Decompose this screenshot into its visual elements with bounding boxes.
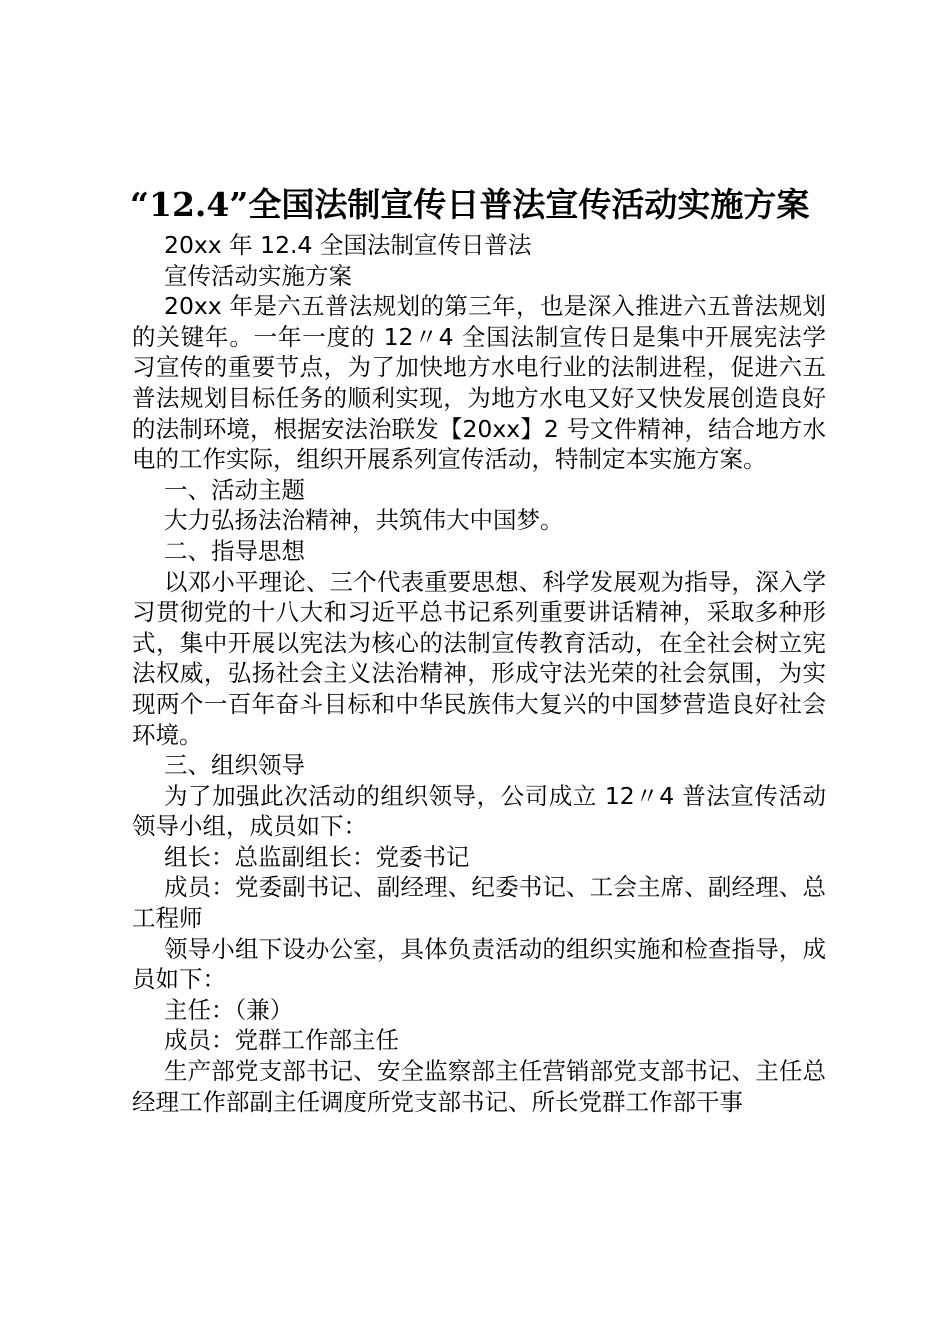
- office-paragraph: 领导小组下设办公室，具体负责活动的组织实施和检查指导，成员如下：: [132, 934, 826, 994]
- members-line: 成员：党委副书记、副经理、纪委书记、工会主席、副经理、总工程师: [132, 873, 826, 933]
- director-line: 主任：（兼）: [164, 995, 294, 1024]
- document-title: “12.4”全国法制宣传日普法宣传活动实施方案: [130, 185, 810, 224]
- leader-line: 组长：总监副组长：党委书记: [164, 842, 470, 871]
- office-members-line: 成员：党群工作部主任: [164, 1026, 399, 1055]
- section-heading-organization: 三、组织领导: [164, 751, 305, 780]
- section-heading-guidance: 二、指导思想: [164, 536, 305, 565]
- guidance-paragraph: 以邓小平理论、三个代表重要思想、科学发展观为指导，深入学习贯彻党的十八大和习近平总书记系列重要讲话精神，采取多种形式，集中开展以宪法为核心的法制宣传教育活动，在全社会树立宪法权威，弘扬社会主义法治精神，形成守法光荣的社会氛围，为实现两个一百年奋斗目标和中华民族伟大复兴的中国梦营造良好社会环境。: [132, 567, 826, 749]
- organization-paragraph: 为了加强此次活动的组织领导，公司成立 12〃4 普法宣传活动领导小组，成员如下：: [132, 781, 826, 841]
- document-page: [132, 180, 826, 1117]
- subtitle-line-2: 宣传活动实施方案: [164, 261, 352, 290]
- intro-paragraph: 20xx 年是六五普法规划的第三年，也是深入推进六五普法规划的关键年。一年一度的 12〃4 全国法制宣传日是集中开展宪法学习宣传的重要节点，为了加快地方水电行业的法制进程，促进六五普法规划目标任务的顺利实现，为地方水电又好又快发展创造良好的法制环境，根据安法治联发【20xx】2 号文件精神，结合地方水电的工作实际，组织开展系列宣传活动，特制定本实施方案。: [132, 292, 826, 474]
- document-body: [132, 230, 826, 1117]
- theme-paragraph: 大力弘扬法治精神，共筑伟大中国梦。: [164, 506, 564, 535]
- section-heading-theme: 一、活动主题: [164, 475, 305, 504]
- subtitle-line-1: 20xx 年 12.4 全国法制宣传日普法: [164, 231, 532, 259]
- office-members-list: 生产部党支部书记、安全监察部主任营销部党支部书记、主任总经理工作部副主任调度所党支部书记、所长党群工作部干事: [132, 1057, 826, 1116]
